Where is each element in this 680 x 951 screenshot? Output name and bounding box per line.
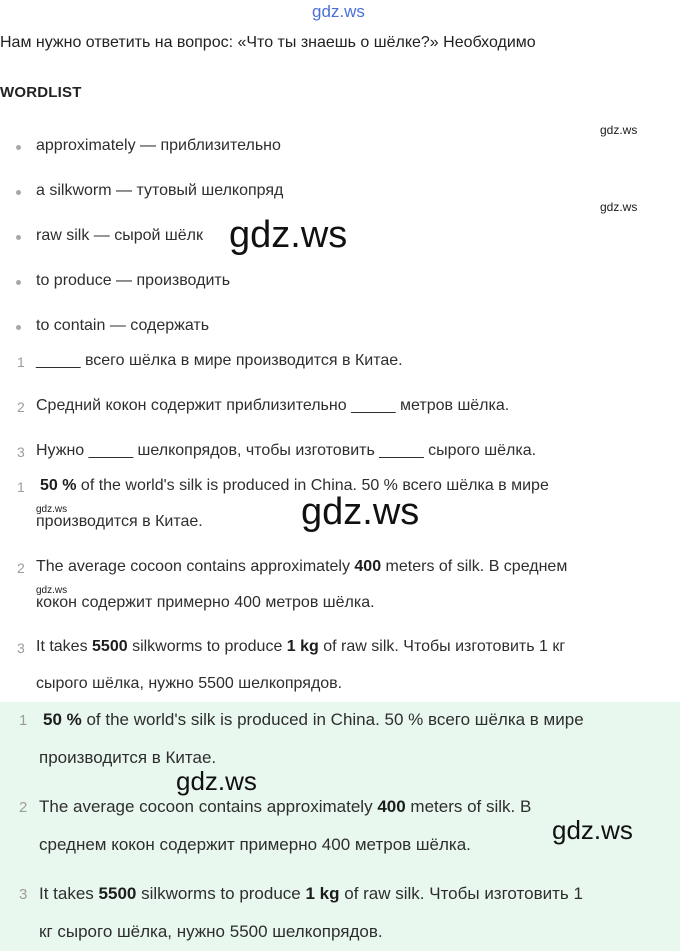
- watermark-small: gdz.ws: [36, 585, 68, 596]
- answer-text: silkworms to produce: [136, 884, 306, 903]
- answer-text: of the world's silk is produced in China. 50 % всего шёлка в мире: [81, 710, 584, 729]
- answer-number: 2: [19, 799, 28, 816]
- watermark-small: gdz.ws: [600, 200, 638, 214]
- bullet-icon: [16, 190, 21, 195]
- bullet-icon: [16, 145, 21, 150]
- answer-text: The average cocoon contains approximately: [36, 558, 355, 575]
- answer-line: [43, 710, 584, 730]
- task-number: 2: [17, 399, 25, 415]
- cut-off-text-fragment: [245, 64, 340, 72]
- answer-value: 400: [354, 558, 382, 575]
- wordlist-title: WORDLIST: [0, 84, 82, 101]
- answer-line: производится в Китае.: [36, 513, 203, 530]
- answer-number: 3: [19, 886, 28, 903]
- bullet-icon: [16, 235, 21, 240]
- answer-line: [36, 558, 567, 576]
- answer-line: [39, 797, 531, 817]
- watermark-large: gdz.ws: [229, 214, 348, 256]
- answer-line: кокон содержит примерно 400 метров шёлка.: [36, 594, 375, 611]
- answer-line: кг сырого шёлка, нужно 5500 шелкопрядов.: [39, 922, 383, 941]
- answer-value: 5500: [98, 884, 137, 903]
- answer-line: производится в Китае.: [39, 748, 217, 767]
- answer-line: [36, 638, 565, 656]
- answer-number: 3: [17, 640, 25, 656]
- answer-text: It takes: [39, 884, 99, 903]
- task-number: 1: [17, 354, 25, 370]
- task-number: 3: [17, 444, 25, 460]
- answer-text: It takes: [36, 638, 93, 655]
- answer-line: [40, 477, 549, 495]
- watermark-medium: gdz.ws: [176, 766, 257, 796]
- answer-text: meters of silk. В среднем: [381, 558, 568, 575]
- watermark-medium: gdz.ws: [552, 815, 633, 845]
- task-text: _____ всего шёлка в мире производится в Китае.: [36, 352, 403, 369]
- answer-text: of the world's silk is produced in China. 50 % всего шёлка в мире: [76, 477, 549, 494]
- answer-number: 2: [17, 560, 25, 576]
- answer-line: сырого шёлка, нужно 5500 шелкопрядов.: [36, 675, 343, 692]
- watermark-small: gdz.ws: [600, 123, 638, 137]
- answer-number: 1: [17, 479, 25, 495]
- wordlist-item: raw silk — сырой шёлк: [36, 227, 203, 244]
- wordlist-item: a silkworm — тутовый шелкопряд: [36, 182, 284, 199]
- watermark-top: gdz.ws: [312, 2, 365, 21]
- watermark-large: gdz.ws: [301, 491, 420, 533]
- answer-text: silkworms to produce: [127, 638, 287, 655]
- watermark-small: gdz.ws: [36, 504, 68, 515]
- wordlist-item: to contain — содержать: [36, 317, 210, 334]
- answer-value: 1 kg: [286, 638, 319, 655]
- bullet-icon: [16, 325, 21, 330]
- wordlist-item: approximately — приблизительно: [36, 137, 281, 154]
- answer-line: [39, 884, 583, 904]
- answer-number: 1: [19, 712, 28, 729]
- bullet-icon: [16, 280, 21, 285]
- answer-value: 5500: [92, 638, 128, 655]
- answer-text: of raw silk. Чтобы изготовить 1 кг: [318, 638, 566, 655]
- answer-line: среднем кокон содержит примерно 400 метров шёлка.: [39, 835, 471, 854]
- answer-value: 50 %: [40, 477, 77, 494]
- answer-text: meters of silk. В: [405, 797, 532, 816]
- answer-value: 50 %: [43, 710, 82, 729]
- answer-value: 400: [377, 797, 406, 816]
- intro-text: Нам нужно ответить на вопрос: «Что ты знаешь о шёлке?» Необходимо: [0, 34, 536, 51]
- task-text: Нужно _____ шелкопрядов, чтобы изготовить _____ сырого шёлка.: [36, 442, 537, 459]
- answer-value: 1 kg: [305, 884, 340, 903]
- wordlist-item: to produce — производить: [36, 272, 231, 289]
- answer-text: The average cocoon contains approximately: [39, 797, 378, 816]
- answer-text: of raw silk. Чтобы изготовить 1: [339, 884, 583, 903]
- task-text: Средний кокон содержит приблизительно _____ метров шёлка.: [36, 397, 510, 414]
